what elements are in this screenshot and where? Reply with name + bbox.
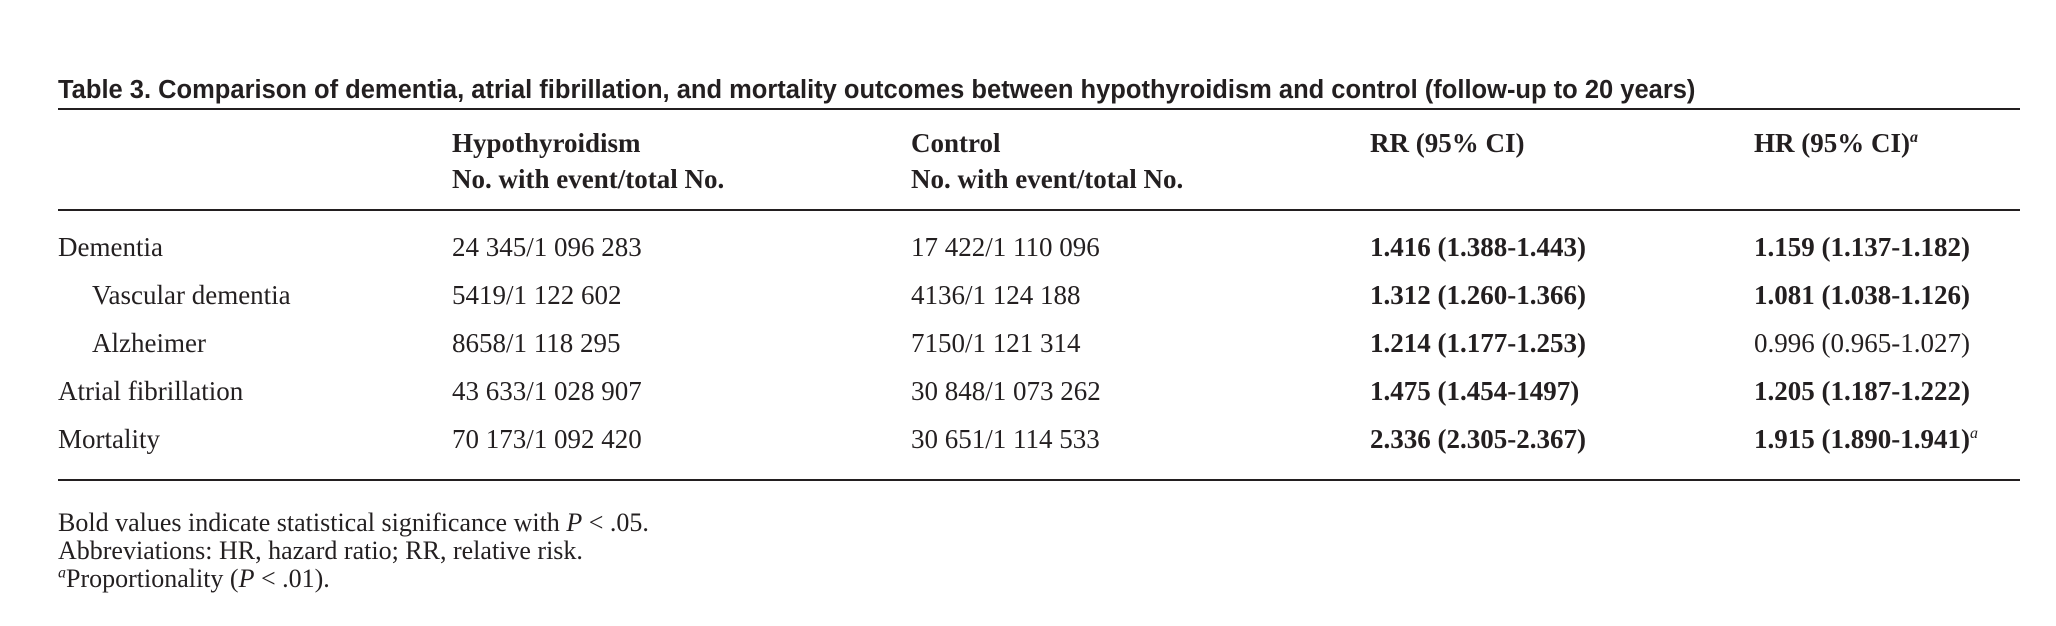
cell-ctrl-atrial-fibrillation: 30 848/1 073 262: [911, 376, 1101, 406]
row-label-alzheimer: Alzheimer: [92, 328, 206, 358]
cell-hr-vascular-dementia: 1.081 (1.038-1.126): [1754, 280, 1970, 310]
header-hr: [1754, 126, 1918, 160]
note-significance: [58, 508, 649, 538]
cell-rr-mortality: 2.336 (2.305-2.367): [1370, 424, 1586, 454]
cell-ctrl-dementia: 17 422/1 110 096: [911, 232, 1100, 262]
bottom-rule: [58, 479, 2020, 481]
table-caption: Table 3. Comparison of dementia, atrial fibrillation, and mortality outcomes between hypothyroidism and control (follow-up to 20 years): [58, 76, 1696, 104]
cell-ctrl-alzheimer: 7150/1 121 314: [911, 328, 1081, 358]
top-rule: [58, 108, 2020, 110]
cell-hr-mortality-value: 1.915 (1.890-1.941): [1754, 424, 1970, 454]
row-label-dementia: Dementia: [58, 232, 163, 262]
note-significance-suffix: < .05.: [582, 508, 649, 537]
header-rule: [58, 209, 2020, 211]
cell-rr-vascular-dementia: 1.312 (1.260-1.366): [1370, 280, 1586, 310]
cell-rr-atrial-fibrillation: 1.475 (1.454-1497): [1370, 376, 1580, 406]
cell-hr-mortality-footnote-marker: a: [1969, 425, 1978, 442]
note-significance-prefix: Bold values indicate statistical significance with: [58, 508, 567, 537]
note-proportionality: [58, 564, 330, 594]
cell-hypo-dementia: 24 345/1 096 283: [452, 232, 642, 262]
note-proportionality-p: P: [238, 564, 255, 593]
header-control-sub: No. with event/total No.: [911, 164, 1184, 194]
header-hypothyroidism-sub: No. with event/total No.: [452, 164, 725, 194]
cell-ctrl-vascular-dementia: 4136/1 124 188: [911, 280, 1081, 310]
cell-hr-dementia: 1.159 (1.137-1.182): [1754, 232, 1970, 262]
header-control: Control: [911, 128, 1001, 158]
cell-hr-alzheimer: 0.996 (0.965-1.027): [1754, 328, 1970, 358]
note-proportionality-marker: a: [58, 564, 66, 582]
header-hypothyroidism: Hypothyroidism: [452, 128, 641, 158]
cell-rr-alzheimer: 1.214 (1.177-1.253): [1370, 328, 1586, 358]
header-hr-text: HR (95% CI): [1754, 128, 1910, 158]
cell-hypo-alzheimer: 8658/1 118 295: [452, 328, 621, 358]
cell-rr-dementia: 1.416 (1.388-1.443): [1370, 232, 1586, 262]
cell-hypo-vascular-dementia: 5419/1 122 602: [452, 280, 622, 310]
cell-hypo-atrial-fibrillation: 43 633/1 028 907: [452, 376, 642, 406]
note-proportionality-prefix: Proportionality (: [66, 564, 239, 593]
row-label-atrial-fibrillation: Atrial fibrillation: [58, 376, 244, 406]
cell-hr-atrial-fibrillation: 1.205 (1.187-1.222): [1754, 376, 1970, 406]
cell-hr-mortality: [1754, 422, 1978, 456]
row-label-vascular-dementia: Vascular dementia: [92, 280, 291, 310]
cell-ctrl-mortality: 30 651/1 114 533: [911, 424, 1100, 454]
note-proportionality-suffix: < .01).: [254, 564, 330, 593]
header-hr-footnote-marker: a: [1910, 129, 1918, 146]
cell-hypo-mortality: 70 173/1 092 420: [452, 424, 642, 454]
note-abbreviations: Abbreviations: HR, hazard ratio; RR, relative risk.: [58, 536, 583, 565]
row-label-mortality: Mortality: [58, 424, 160, 454]
note-significance-p: P: [566, 508, 583, 537]
header-rr: RR (95% CI): [1370, 128, 1525, 158]
